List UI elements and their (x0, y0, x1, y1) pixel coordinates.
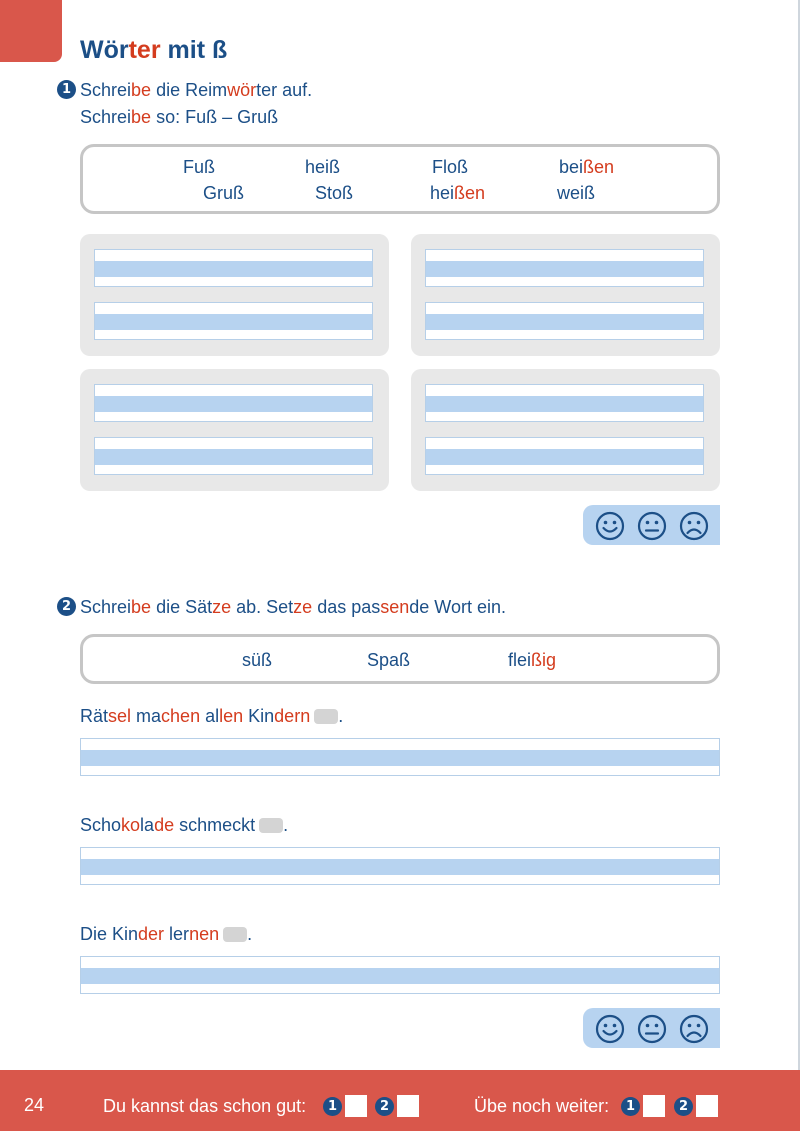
writing-panel (80, 369, 389, 491)
corner-tab (0, 0, 62, 62)
word-box-1 (80, 144, 720, 214)
word-item: fleißig (508, 650, 557, 670)
writing-line[interactable] (94, 437, 373, 475)
word-item: Gruß (203, 183, 245, 203)
writing-line[interactable] (94, 302, 373, 340)
word-item: Floß (432, 157, 468, 177)
good-label: Du kannst das schon gut: (103, 1096, 307, 1116)
blank-gap (259, 818, 283, 833)
self-assessment-2 (583, 1008, 720, 1048)
writing-line[interactable] (80, 738, 720, 776)
task1-example: Schreibe so: Fuß – Gruß (80, 107, 279, 127)
word-item: heißen (430, 183, 486, 203)
writing-line[interactable] (94, 384, 373, 422)
word-box-2 (80, 634, 720, 684)
smiley-happy-icon[interactable] (595, 1014, 625, 1044)
word-item: heiß (305, 157, 341, 177)
task-number-1: 1 (57, 80, 76, 99)
smiley-neutral-icon[interactable] (637, 1014, 667, 1044)
writing-line[interactable] (425, 384, 704, 422)
sentence-3: Die Kinder lernen . (80, 924, 253, 944)
word-item: Spaß (367, 650, 411, 670)
page-number: 24 (24, 1095, 45, 1115)
word-item: beißen (559, 157, 615, 177)
task-number-2: 2 (375, 1097, 394, 1116)
task2-instruction: Schreibe die Sätze ab. Setze das passende Wort ein. (80, 597, 506, 617)
writing-panel (80, 234, 389, 356)
task1-instruction: Schreibe die Reimwörter auf. (80, 80, 313, 100)
checkbox[interactable] (643, 1095, 665, 1117)
writing-line[interactable] (80, 956, 720, 994)
writing-panel (411, 234, 720, 356)
footer-bar (0, 1070, 800, 1131)
writing-line[interactable] (425, 249, 704, 287)
word-item: Stoß (315, 183, 354, 203)
practice-label: Übe noch weiter: (474, 1096, 610, 1116)
smiley-happy-icon[interactable] (595, 511, 625, 541)
checkbox[interactable] (397, 1095, 419, 1117)
blank-gap (314, 709, 338, 724)
smiley-neutral-icon[interactable] (637, 511, 667, 541)
word-item: weiß (557, 183, 596, 203)
task-number-1: 1 (621, 1097, 640, 1116)
blank-gap (223, 927, 247, 942)
task-number-2: 2 (674, 1097, 693, 1116)
sentence-1: Rätsel machen allen Kindern . (80, 706, 344, 726)
smiley-sad-icon[interactable] (679, 1014, 709, 1044)
task-number-2: 2 (57, 597, 76, 616)
writing-line[interactable] (425, 302, 704, 340)
task-number-1: 1 (323, 1097, 342, 1116)
writing-line[interactable] (94, 249, 373, 287)
sentence-2: Schokolade schmeckt . (80, 815, 289, 835)
self-assessment-1 (583, 505, 720, 545)
writing-panel (411, 369, 720, 491)
word-item: süß (242, 650, 273, 670)
checkbox[interactable] (345, 1095, 367, 1117)
checkbox[interactable] (696, 1095, 718, 1117)
smiley-sad-icon[interactable] (679, 511, 709, 541)
writing-line[interactable] (425, 437, 704, 475)
word-item: Fuß (183, 157, 216, 177)
page-title: Wörter mit ß (80, 36, 228, 64)
writing-line[interactable] (80, 847, 720, 885)
